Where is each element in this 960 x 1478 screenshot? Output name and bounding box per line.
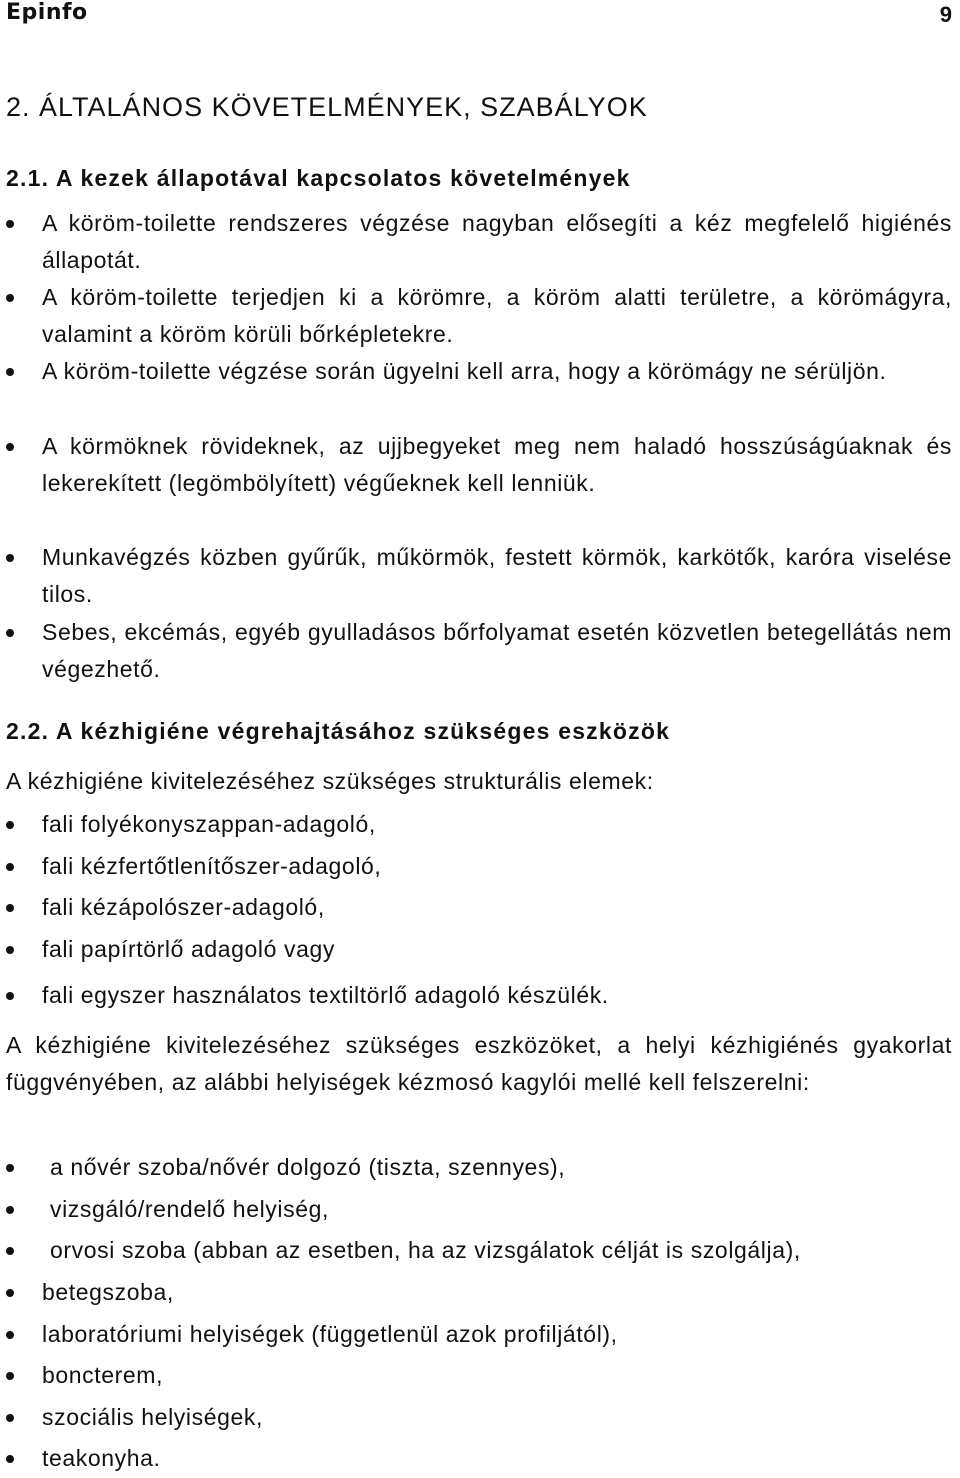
- list-item-text: betegszoba,: [42, 1279, 174, 1305]
- list-item-text: orvosi szoba (abban az esetben, ha az vizsgálatok célját is szolgálja),: [50, 1237, 801, 1263]
- list-item-text: laboratóriumi helyiségek (függetlenül azok profiljától),: [42, 1321, 618, 1347]
- list-item-text: vizsgáló/rendelő helyiség,: [50, 1196, 329, 1222]
- list-item-text: teakonyha.: [42, 1445, 161, 1471]
- list-item-text: fali kézápolószer-adagoló,: [42, 894, 325, 920]
- bullet-icon: [6, 1247, 14, 1255]
- bullet-icon: [6, 220, 14, 228]
- bullet-icon: [6, 554, 14, 562]
- bullet-icon: [6, 1206, 14, 1214]
- list-item-text: Sebes, ekcémás, egyéb gyulladásos bőrfolyamat esetén közvetlen betegellátás nem végezhető.: [42, 619, 952, 682]
- bullet-icon: [6, 294, 14, 302]
- bullet-icon: [6, 821, 14, 829]
- list-item: [0, 279, 952, 353]
- bullet-icon: [6, 904, 14, 912]
- structural-intro: A kézhigiéne kivitelezéséhez szükséges strukturális elemek:: [6, 768, 654, 794]
- rooms-paragraph: A kézhigiéne kivitelezéséhez szükséges eszközöket, a helyi kézhigiénés gyakorlat függvényében, az alábbi helyiségek kézmosó kagylói mellé kell felszerelni:: [6, 1032, 952, 1095]
- list-item: [0, 428, 952, 502]
- list-item: [0, 1440, 952, 1477]
- list-item: [0, 889, 952, 926]
- list-item: [0, 848, 952, 885]
- section-title: 2. ÁLTALÁNOS KÖVETELMÉNYEK, SZABÁLYOK: [6, 92, 648, 122]
- list-item-text: A körmöknek rövideknek, az ujjbegyeket meg nem haladó hosszúságúaknak és lekerekített (legömbölyített) végűeknek kell lenniük.: [42, 433, 952, 496]
- list-item: [0, 539, 952, 613]
- list-item: [0, 1191, 952, 1228]
- list-item: [0, 1399, 952, 1436]
- list-item: [0, 1232, 952, 1269]
- list-item-text: A köröm-toilette végzése során ügyelni kell arra, hogy a körömágy ne sérüljön.: [42, 358, 887, 384]
- bullet-icon: [6, 992, 14, 1000]
- page-number: 9: [939, 2, 952, 27]
- bullet-icon: [6, 1414, 14, 1422]
- bullet-icon: [6, 946, 14, 954]
- list-item-text: fali papírtörlő adagoló vagy: [42, 936, 335, 962]
- list-item: [0, 931, 952, 968]
- list-item: [0, 806, 952, 843]
- bullet-icon: [6, 1164, 14, 1172]
- list-item-text: a nővér szoba/nővér dolgozó (tiszta, szennyes),: [50, 1154, 566, 1180]
- subsection-title-2-2: 2.2. A kézhigiéne végrehajtásához szükséges eszközök: [6, 718, 671, 744]
- bullet-icon: [6, 1455, 14, 1463]
- list-item-text: Munkavégzés közben gyűrűk, műkörmök, festett körmök, karkötők, karóra viselése tilos.: [42, 544, 952, 607]
- list-item-text: boncterem,: [42, 1362, 164, 1388]
- list-item: [0, 1149, 952, 1186]
- bullet-icon: [6, 1289, 14, 1297]
- list-item-text: A köröm-toilette rendszeres végzése nagyban elősegíti a kéz megfelelő higiénés állapotát.: [42, 210, 952, 273]
- list-item: [0, 1357, 952, 1394]
- list-item: [0, 1316, 952, 1353]
- list-item: [0, 353, 952, 390]
- bullet-icon: [6, 629, 14, 637]
- list-item-text: szociális helyiségek,: [42, 1404, 263, 1430]
- list-item: [0, 977, 952, 1014]
- list-item: [0, 614, 952, 688]
- list-item-text: fali egyszer használatos textiltörlő adagoló készülék.: [42, 982, 609, 1008]
- subsection-title-2-1: 2.1. A kezek állapotával kapcsolatos követelmények: [6, 165, 631, 191]
- bullet-icon: [6, 863, 14, 871]
- list-item-text: A köröm-toilette terjedjen ki a körömre, a köröm alatti területre, a körömágyra, valamint a köröm körüli bőrképletekre.: [42, 284, 952, 347]
- list-item-text: fali folyékonyszappan-adagoló,: [42, 811, 376, 837]
- list-item-text: fali kézfertőtlenítőszer-adagoló,: [42, 853, 382, 879]
- bullet-icon: [6, 1331, 14, 1339]
- brand-logo: Epinfo: [6, 0, 88, 25]
- list-item: [0, 1274, 952, 1311]
- bullet-icon: [6, 443, 14, 451]
- bullet-icon: [6, 368, 14, 376]
- list-item: [0, 205, 952, 279]
- bullet-icon: [6, 1372, 14, 1380]
